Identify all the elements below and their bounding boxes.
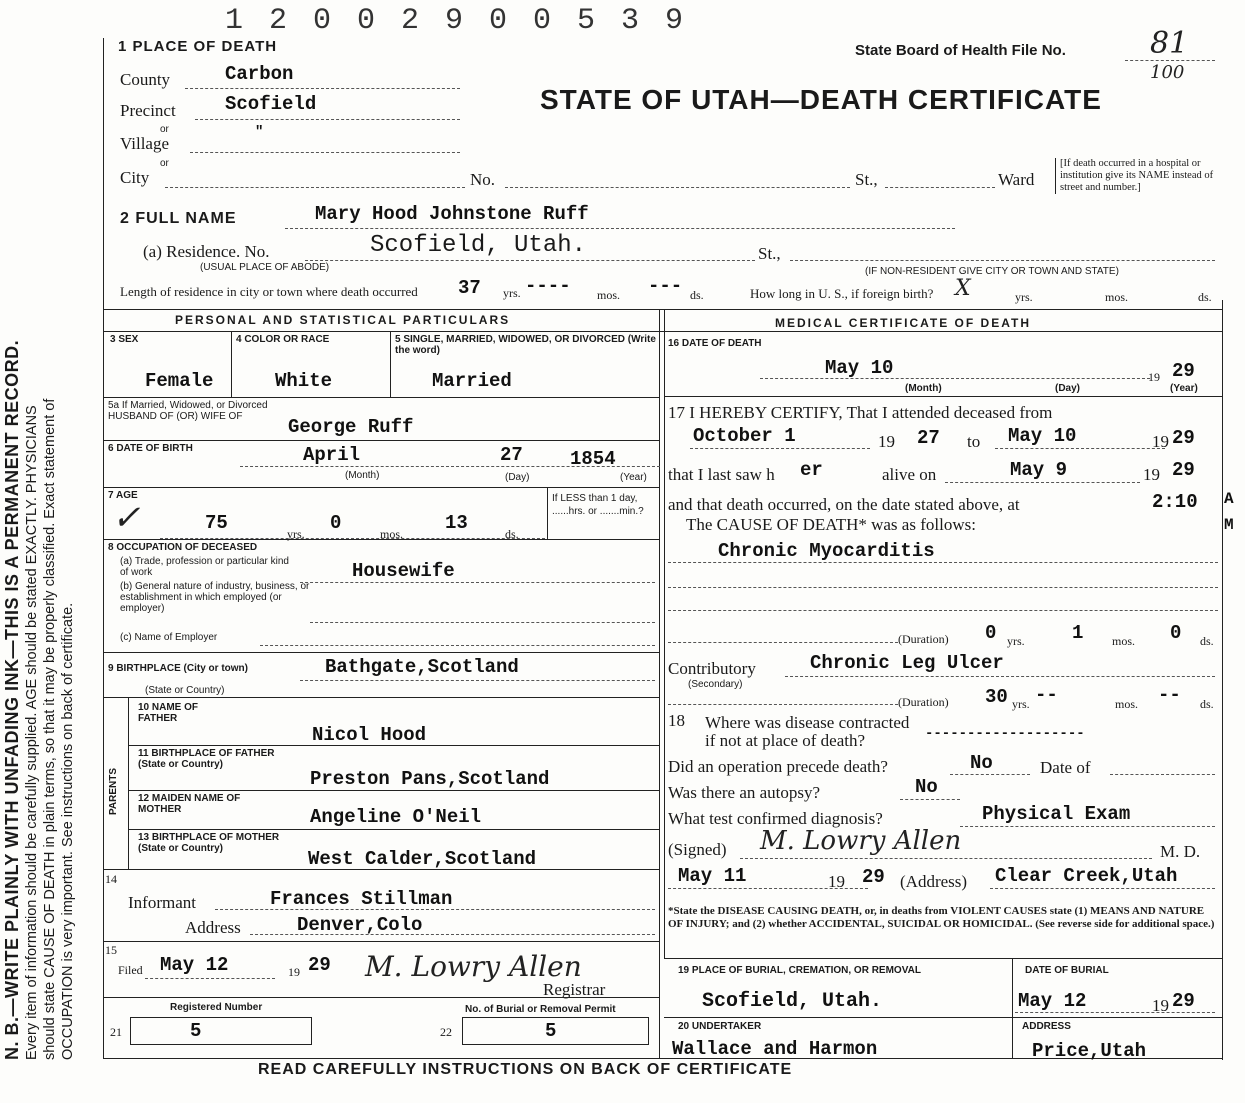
last-saw-19: 19 [1143,465,1160,484]
frame-right [1222,300,1223,1060]
cause-note: *State the DISEASE CAUSING DEATH, or, in deaths from VIOLENT CAUSES state (1) MEANS AND NATURE OF INJURY; and (2) whether ACCIDENTAL, SUICIDAL OR HOMICIDAL. (See reverse side for additional space.) [668,905,1215,930]
county-value: Carbon [225,63,294,85]
alive-on-label: alive on [882,465,937,484]
to-year: 29 [1172,427,1195,449]
occupation-a: (a) Trade, profession or particular kind of work [120,556,289,578]
contributory-label: Contributory [668,659,756,678]
dod-month: May 10 [825,357,894,379]
dob-year-sub: (Year) [620,472,647,483]
medical-header: MEDICAL CERTIFICATE OF DEATH [775,316,1031,330]
precinct-value: Scofield [225,93,317,115]
frame-left [103,38,104,1058]
reg-num-box [130,1017,312,1045]
county-label: County [120,70,171,89]
side-line-4: OCCUPATION is very important. See instructions on back of certificate. [60,602,76,1060]
test-label: What test confirmed diagnosis? [668,809,883,828]
occupation-b: (b) General nature of industry, business, or establishment in which employed (or employer) [120,581,310,614]
us-yrs-label: yrs. [1015,290,1033,304]
place-of-death-label: 1 PLACE OF DEATH [118,38,278,55]
burial-permit-label: No. of Burial or Removal Permit [465,1004,616,1015]
registrar-label: Registrar [543,980,606,999]
footer-instructions: READ CAREFULLY INSTRUCTIONS ON BACK OF CERTIFICATE [258,1061,793,1078]
burial-place: Scofield, Utah. [702,990,883,1013]
father-value: Nicol Hood [312,724,427,746]
marital-value: Married [432,370,512,392]
filed-num: 15 [105,943,117,957]
length-yrs-label: yrs. [503,286,521,300]
center-divider [659,309,660,1059]
contrib-dur-ds-label: ds. [1200,697,1214,711]
burial-19: 19 [1152,996,1169,1015]
burial-year: 29 [1172,990,1195,1012]
dod-year: 29 [1172,360,1195,382]
physician-signature: M. Lowry Allen [760,826,962,856]
registrar-signature: M. Lowry Allen [365,950,582,983]
dod-19: 19 [1148,370,1160,384]
operation-label: Did an operation precede death? [668,757,888,776]
dob-month: April [303,444,361,466]
informant-value: Frances Stillman [270,888,453,910]
age-months: 0 [330,512,342,534]
cause-dur-mos-label: mos. [1112,634,1136,648]
village-mark: " [255,124,264,140]
to-19: 19 [1152,432,1169,451]
mother-birthplace-value: West Calder,Scotland [308,848,537,870]
last-saw-label: that I last saw h [668,465,775,484]
to-date: May 10 [1008,425,1077,447]
dob-day: 27 [500,444,523,466]
occupation-c: (c) Name of Employer [120,632,218,643]
mother-label: 12 MAIDEN NAME OF MOTHER [138,793,241,815]
father-birthplace-value: Preston Pans,Scotland [310,768,550,790]
operation-value: No [970,752,993,774]
dob-month-sub: (Month) [345,470,380,481]
side-line-1: N. B.—WRITE PLAINLY WITH UNFADING INK—THIS IS A PERMANENT RECORD. [2,339,22,1060]
length-label: Length of residence in city or town where death occurred [120,284,418,299]
filed-year: 29 [308,954,331,976]
informant-num: 14 [105,872,117,886]
cause-value: Chronic Myocarditis [718,540,935,562]
personal-header: PERSONAL AND STATISTICAL PARTICULARS [175,313,511,327]
dob-label: 6 DATE OF BIRTH [108,443,193,454]
contributory-sub: (Secondary) [688,679,743,690]
test-value: Physical Exam [982,803,1131,825]
last-saw-year: 29 [1172,459,1195,481]
age-yrs-label: yrs. [287,527,305,541]
age-label: 7 AGE [108,490,138,501]
autopsy-label: Was there an autopsy? [668,783,821,802]
side-line-2: Every item of information should be carefully supplied. AGE should be stated EXACTLY. PHYSICIANS [24,405,40,1060]
or-1: or [160,124,169,135]
file-no: 81 [1150,26,1189,61]
spouse-value: George Ruff [288,416,414,438]
less-than-label: If LESS than 1 day, ......hrs. or .......min.? [552,493,644,517]
age-days: 13 [445,512,468,534]
contrib-dur-mos-label: mos. [1115,697,1139,711]
reg-num-label: Registered Number [170,1002,263,1013]
age-ds-label: ds. [505,527,519,541]
cause-dur-ds-label: ds. [1200,634,1214,648]
dod-label: 16 DATE OF DEATH [668,338,762,349]
dob-year: 1854 [570,448,616,470]
undertaker-label: 20 UNDERTAKER [678,1021,762,1032]
filed-19: 19 [288,965,300,979]
contrib-dash-2: -- [1158,684,1181,706]
us-label: How long in U. S., if foreign birth? [750,286,934,301]
sex-label: 3 SEX [110,334,139,345]
dob-day-sub: (Day) [505,472,530,483]
length-ds-label: ds. [690,288,704,302]
undertaker-value: Wallace and Harmon [672,1038,878,1060]
informant-address-label: Address [185,918,241,937]
ward-label: Ward [998,170,1035,189]
parents-label: PARENTS [108,767,119,815]
race-label: 4 COLOR OR RACE [236,334,330,345]
last-saw-hand: er [800,459,823,481]
md-label: M. D. [1160,842,1201,861]
sex-value: Female [145,370,214,392]
sign-address-value: Clear Creek,Utah [995,865,1178,887]
q18-num: 18 [668,711,685,730]
ward-note: [If death occurred in a hospital or institution give its NAME instead of street and number.] [1055,158,1225,194]
contrib-dur-yrs: 30 [985,686,1008,708]
full-name-label: 2 FULL NAME [120,210,237,227]
dod-year-sub: (Year) [1170,383,1198,394]
burial-date-label: DATE OF BURIAL [1025,965,1109,976]
age-years: 75 [205,512,228,534]
from-year: 27 [917,427,940,449]
reg-num-value: 5 [190,1020,202,1042]
certificate-title: STATE OF UTAH—DEATH CERTIFICATE [540,84,1102,115]
mother-value: Angeline O'Neil [310,806,482,828]
us-mark: X [955,276,971,301]
state-country-sub: (State or Country) [145,685,225,696]
age-mos-label: mos. [380,527,404,541]
filed-date: May 12 [160,954,229,976]
birthplace-value: Bathgate,Scotland [325,656,519,678]
to-label: to [967,432,981,451]
side-instructions [2,20,102,1060]
village-label: Village [120,134,170,153]
file-no-label: State Board of Health File No. [855,42,1066,59]
sign-19: 19 [828,872,845,891]
length-yrs: 37 [458,277,481,299]
cause-dur-ds: 0 [1170,622,1182,644]
from-date: October 1 [693,425,796,447]
father-label: 10 NAME OF FATHER [138,702,199,724]
no-label: No. [470,170,496,189]
ampm-a: A [1224,490,1234,508]
residence-value: Scofield, Utah. [370,232,587,259]
contrib-duration-label: (Duration) [898,695,949,709]
serial-number: 1 2 0 0 2 9 0 0 5 3 9 [225,4,688,38]
dod-month-sub: (Month) [905,383,942,394]
non-resident-note: (IF NON-RESIDENT GIVE CITY OR TOWN AND STATE) [865,266,1119,277]
filed-label: Filed [118,963,143,977]
birthplace-label: 9 BIRTHPLACE (City or town) [108,663,248,674]
us-ds-label: ds. [1198,290,1212,304]
cause-label: The CAUSE OF DEATH* was as follows: [686,515,976,534]
contrib-dash-1: -- [1035,684,1058,706]
cause-dur-mos: 1 [1072,622,1084,644]
q18-label: Where was disease contracted [705,713,910,732]
father-birthplace-label: 11 BIRTHPLACE OF FATHER (State or Country) [138,748,275,770]
cause-dur-yrs-label: yrs. [1007,634,1025,648]
date-of-label: Date of [1040,758,1091,777]
contributory-value: Chronic Leg Ulcer [810,652,1004,674]
burial-date: May 12 [1018,990,1087,1012]
st-label: St., [855,170,878,189]
marital-label: 5 SINGLE, MARRIED, WIDOWED, OR DIVORCED (Write the word) [395,334,656,356]
age-check: ✓ [112,498,141,538]
residence-st: St., [758,244,781,263]
length-dash-2: --- [648,275,683,297]
n21-label: 21 [110,1025,122,1039]
burial-permit-value: 5 [545,1020,557,1042]
q18-answer: ------------------- [925,726,1085,742]
occupation-value: Housewife [352,560,455,582]
us-mos-label: mos. [1105,290,1129,304]
ampm-m: M [1224,516,1234,534]
last-saw-date: May 9 [1010,459,1068,481]
file-no-sub: 100 [1150,62,1185,83]
residence-label: (a) Residence. No. [143,242,270,261]
q18-label-2: if not at place of death? [705,731,866,750]
n22-label: 22 [440,1025,452,1039]
dod-day-sub: (Day) [1055,383,1081,394]
sign-date: May 11 [678,865,747,887]
length-mos-label: mos. [597,288,621,302]
signed-label: (Signed) [668,840,727,859]
autopsy-value: No [915,776,938,798]
mother-birthplace-label: 13 BIRTHPLACE OF MOTHER (State or Country) [138,832,280,854]
or-2: or [160,158,169,169]
side-line-3: should state CAUSE OF DEATH in plain terms, so that it may be properly classified. Exact statement of [42,398,58,1060]
cause-dur-yrs: 0 [985,622,997,644]
sign-address-label: (Address) [900,872,968,891]
burial-label: 19 PLACE OF BURIAL, CREMATION, OR REMOVAL [678,965,921,976]
race-value: White [275,370,333,392]
cause-duration-label: (Duration) [898,632,949,646]
residence-sub: (USUAL PLACE OF ABODE) [200,262,330,273]
undertaker-address-value: Price,Utah [1032,1040,1147,1062]
city-label: City [120,168,150,187]
contrib-dur-yrs-label: yrs. [1012,697,1030,711]
length-dash-1: ---- [525,275,571,297]
from-19: 19 [878,432,895,451]
undertaker-address-label: ADDRESS [1022,1021,1071,1032]
occurred-label: and that death occurred, on the date stated above, at [668,495,1020,514]
certify-label: 17 I HEREBY CERTIFY, That I attended deceased from [668,403,1053,422]
spouse-label: 5a If Married, Widowed, or Divorced HUSBAND OF (OR) WIFE OF [108,400,268,422]
full-name-value: Mary Hood Johnstone Ruff [315,203,589,225]
occupation-label: 8 OCCUPATION OF DECEASED [108,542,258,553]
informant-address-value: Denver,Colo [297,914,423,936]
sign-year: 29 [862,866,885,888]
informant-label: Informant [128,893,196,912]
precinct-label: Precinct [120,101,176,120]
death-time: 2:10 [1152,491,1198,513]
